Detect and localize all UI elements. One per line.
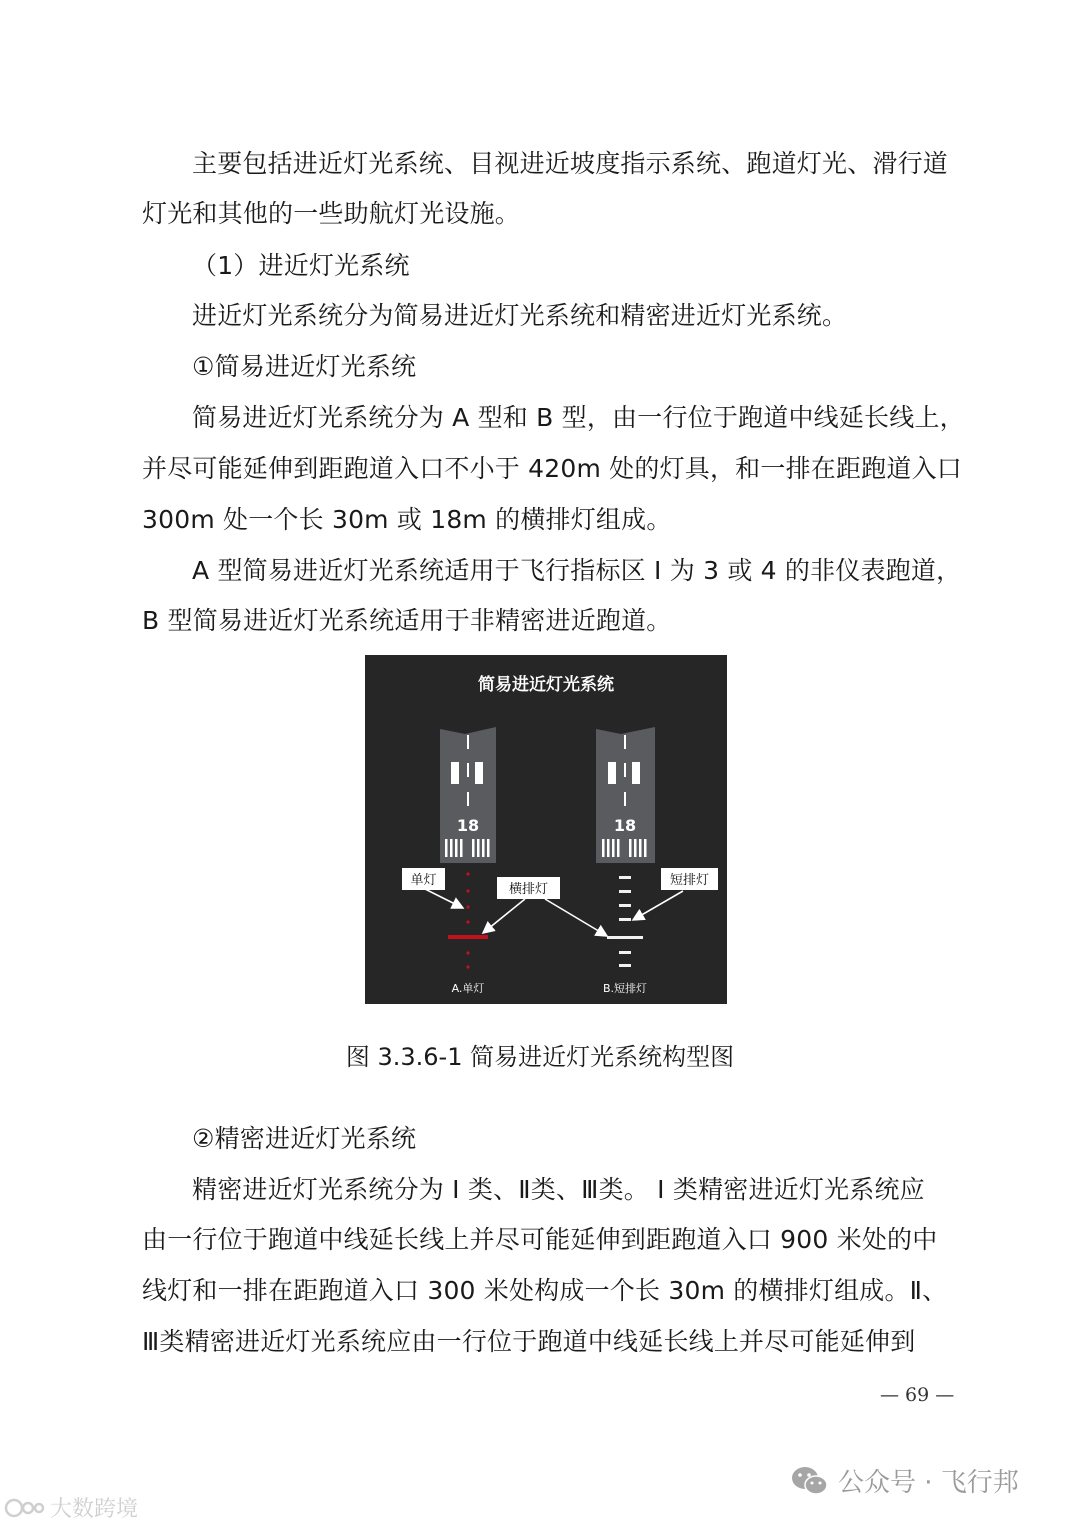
label-short-bar: 短排灯 bbox=[669, 873, 710, 888]
runway-a-number: 18 bbox=[456, 816, 480, 835]
short-bar bbox=[619, 890, 631, 893]
approach-lighting-figure bbox=[365, 655, 727, 1004]
red-light bbox=[466, 872, 469, 875]
label-crossbar: 横排灯 bbox=[508, 882, 549, 897]
watermark-brand bbox=[4, 1492, 138, 1523]
runway-b-centerline bbox=[624, 735, 626, 749]
figure-diagram bbox=[365, 655, 727, 1004]
red-light bbox=[466, 905, 469, 908]
red-light bbox=[466, 965, 469, 968]
short-bar bbox=[619, 918, 631, 921]
short-bar bbox=[619, 951, 631, 954]
runway-a-centerline bbox=[467, 763, 469, 777]
runway-a-aiming-mark bbox=[451, 762, 459, 784]
runway-a-centerline bbox=[467, 735, 469, 749]
paragraph-line: 并尽可能延伸到距跑道入口不小于 420m 处的灯具，和一排在距跑道入口 bbox=[142, 454, 962, 483]
runway-b-aiming-mark bbox=[608, 762, 616, 784]
watermark-official-account bbox=[790, 1462, 1019, 1499]
subsection-heading: ①简易进近灯光系统 bbox=[192, 352, 417, 381]
figure-title: 简易进近灯光系统 bbox=[478, 675, 614, 695]
runway-b bbox=[596, 727, 655, 863]
paragraph-line: 简易进近灯光系统分为 A 型和 B 型，由一行位于跑道中线延长线上， bbox=[192, 403, 965, 432]
runway-b-centerline bbox=[624, 792, 626, 806]
runway-b-number: 18 bbox=[613, 816, 637, 835]
arrow-single-light bbox=[425, 889, 463, 908]
paragraph-line: A 型简易进近灯光系统适用于飞行指标区 I 为 3 或 4 的非仪表跑道， bbox=[192, 556, 962, 585]
red-light bbox=[466, 951, 469, 954]
paragraph-line: 灯光和其他的一些助航灯光设施。 bbox=[142, 199, 521, 228]
arrow-short-bar bbox=[633, 891, 683, 920]
paragraph-line: 300m 处一个长 30m 或 18m 的横排灯组成。 bbox=[142, 505, 672, 534]
single-light-approach bbox=[448, 872, 488, 968]
short-bar bbox=[619, 876, 631, 879]
short-bar bbox=[619, 964, 631, 967]
label-single-light: 单灯 bbox=[410, 873, 437, 888]
runway-a-centerline bbox=[467, 792, 469, 806]
paragraph-line: 进近灯光系统分为简易进近灯光系统和精密进近灯光系统。 bbox=[192, 301, 848, 330]
wechat-icon bbox=[790, 1464, 830, 1498]
paragraph-line: 由一行位于跑道中线延长线上并尽可能延伸到距跑道入口 900 米处的中 bbox=[142, 1225, 938, 1254]
runway-a-aiming-mark bbox=[475, 762, 483, 784]
page-number: — 69 — bbox=[880, 1384, 955, 1406]
short-bar bbox=[619, 904, 631, 907]
paragraph-line: 精密进近灯光系统分为 I 类、Ⅱ类、Ⅲ类。 I 类精密进近灯光系统应 bbox=[192, 1175, 925, 1204]
runway-b-aiming-mark bbox=[632, 762, 640, 784]
red-light bbox=[466, 920, 469, 923]
sub-label-b: B.短排灯 bbox=[602, 982, 648, 995]
short-bar-approach bbox=[607, 876, 643, 967]
paragraph-line: Ⅲ类精密进近灯光系统应由一行位于跑道中线延长线上并尽可能延伸到 bbox=[142, 1327, 916, 1356]
runway-a bbox=[440, 727, 496, 863]
subsection-heading: ②精密进近灯光系统 bbox=[192, 1124, 417, 1153]
figure-caption: 图 3.3.6-1 简易进近灯光系统构型图 bbox=[345, 1043, 735, 1071]
brand-logo-icon bbox=[4, 1495, 46, 1521]
arrow-crossbar-a bbox=[483, 899, 525, 933]
arrow-crossbar-b bbox=[545, 899, 607, 936]
watermark-left-text: 大数跨境 bbox=[50, 1497, 139, 1522]
paragraph-line: B 型简易进近灯光系统适用于非精密进近跑道。 bbox=[142, 606, 672, 635]
sub-label-a: A.单灯 bbox=[451, 982, 485, 995]
runway-b-centerline bbox=[624, 763, 626, 777]
white-crossbar bbox=[607, 936, 643, 939]
paragraph-line: 线灯和一排在距跑道入口 300 米处构成一个长 30m 的横排灯组成。Ⅱ、 bbox=[142, 1276, 948, 1305]
red-crossbar bbox=[448, 935, 488, 939]
watermark-right-text: 公众号 · 飞行邦 bbox=[838, 1468, 1019, 1498]
paragraph-line: 主要包括进近灯光系统、目视进近坡度指示系统、跑道灯光、滑行道 bbox=[192, 149, 949, 178]
section-heading: （1）进近灯光系统 bbox=[192, 251, 410, 280]
red-light bbox=[466, 889, 469, 892]
